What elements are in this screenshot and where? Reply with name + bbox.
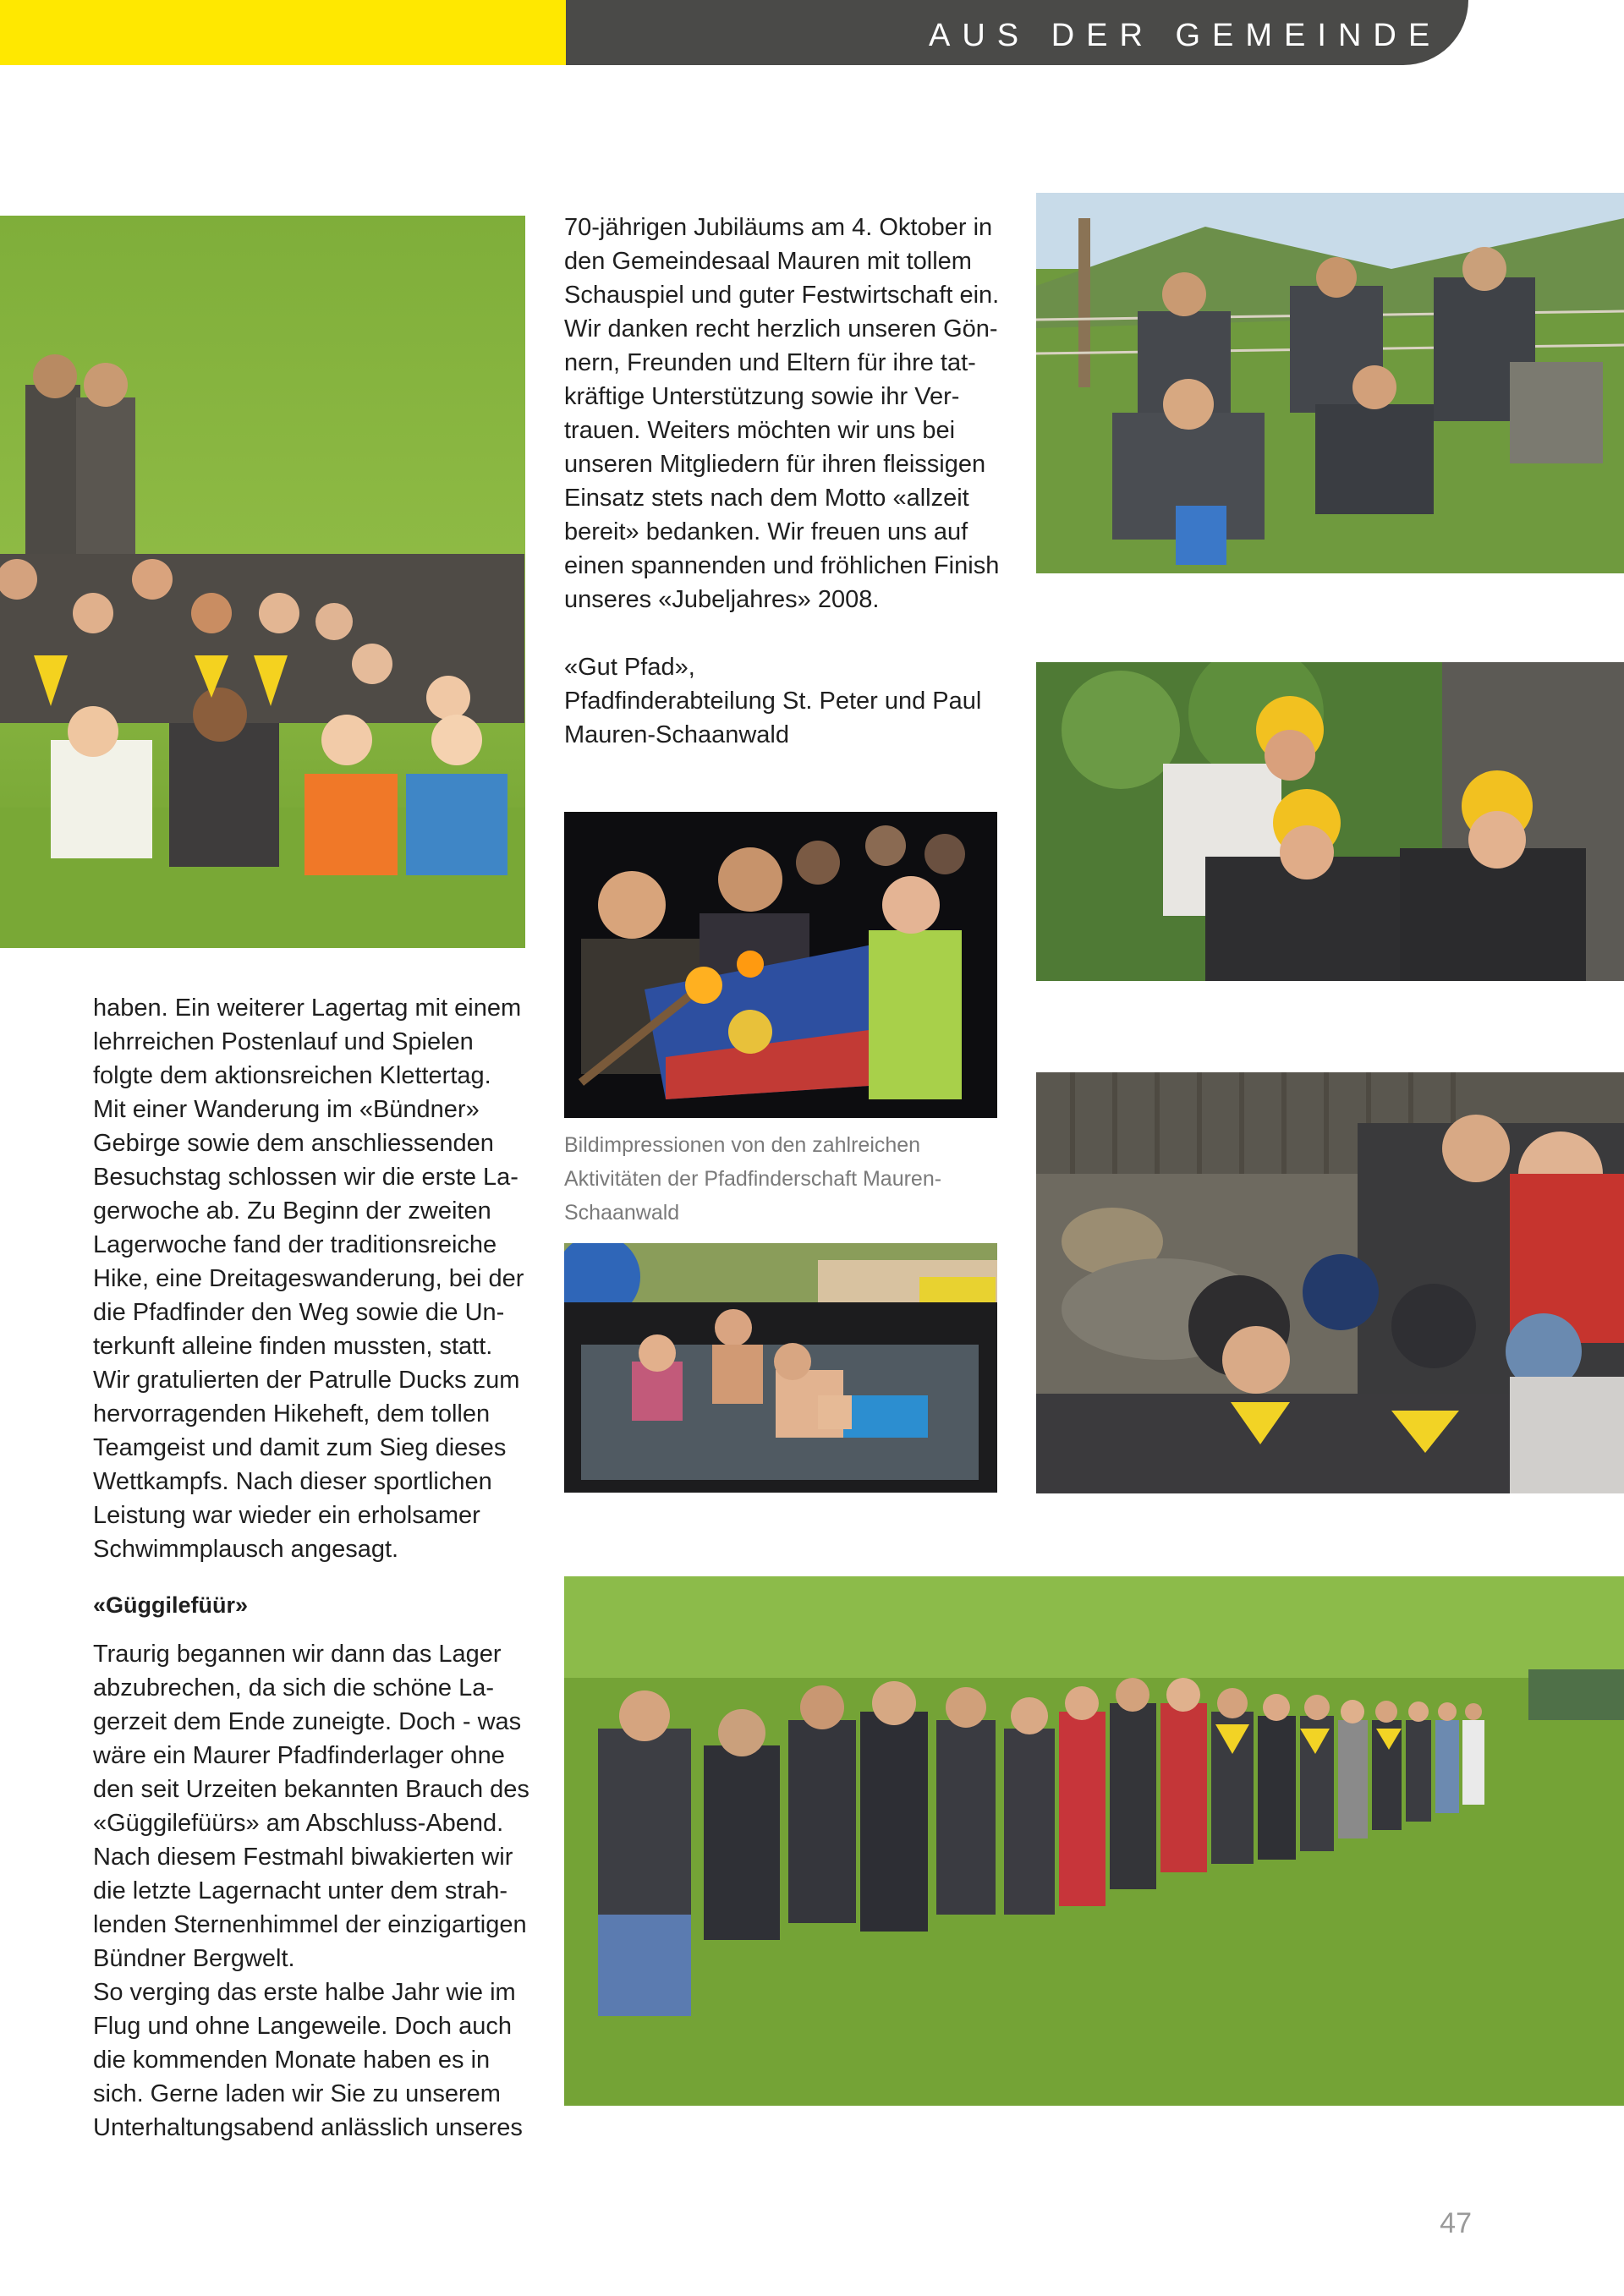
caption-line: Aktivitäten der Pfadfinderschaft Mauren-	[564, 1167, 942, 1191]
text-line: den Gemeindesaal Mauren mit tollem	[564, 248, 972, 275]
text-line: Flug und ohne Langeweile. Doch auch	[93, 2013, 512, 2040]
photo-scouts-lineup-meadow	[564, 1576, 1624, 2106]
photo-bear-park-visit	[1036, 1072, 1624, 1493]
text-line: den seit Urzeiten bekannten Brauch des	[93, 1776, 529, 1803]
text-line: folgte dem aktionsreichen Klettertag.	[93, 1062, 491, 1089]
text-line: die kommenden Monate haben es in	[93, 2047, 491, 2074]
text-line: bereit» bedanken. Wir freuen uns auf	[564, 518, 968, 545]
header-yellow-band	[0, 0, 566, 65]
photo-caption	[564, 1128, 1004, 1230]
photo-swimming-pool	[564, 1243, 997, 1493]
text-line: abzubrechen, da sich die schöne La-	[93, 1674, 494, 1701]
text-line: Schwimmplausch angesagt.	[93, 1536, 399, 1563]
text-line: Nach diesem Festmahl biwakierten wir	[93, 1844, 513, 1871]
text-line: gerzeit dem Ende zuneigte. Doch - was	[93, 1708, 522, 1735]
text-line: einen spannenden und fröhlichen Finish	[564, 552, 1000, 579]
text-line: hervorragenden Hikeheft, dem tollen	[93, 1400, 491, 1427]
text-line: So verging das erste halbe Jahr wie im	[93, 1979, 516, 2006]
text-line: trauen. Weiters möchten wir uns bei	[564, 417, 956, 444]
text-line: die Pfadfinder den Weg sowie die Un-	[93, 1299, 505, 1326]
photo-scouts-resting-mountain	[1036, 193, 1624, 573]
text-line: Einsatz stets nach dem Motto «allzeit	[564, 485, 969, 512]
photo-scout-group-meadow	[0, 216, 525, 948]
text-line: Gebirge sowie dem anschliessenden	[93, 1130, 494, 1157]
section-title: AUS DER GEMEINDE	[929, 18, 1442, 53]
article-text-top	[564, 211, 1000, 752]
text-line: Bündner Bergwelt.	[93, 1945, 295, 1972]
signature-line: Mauren-Schaanwald	[564, 721, 789, 748]
text-line: terkunft alleine finden mussten, statt.	[93, 1333, 493, 1360]
signature-line: «Gut Pfad»,	[564, 654, 695, 681]
text-line: Leistung war wieder ein erholsamer	[93, 1502, 480, 1529]
caption-line: Bildimpressionen von den zahlreichen	[564, 1133, 921, 1157]
text-line: unseren Mitgliedern für ihren fleissigen	[564, 451, 986, 478]
text-line: unseres «Jubeljahres» 2008.	[564, 586, 880, 613]
article-text-left-2	[93, 1637, 530, 2145]
text-line: nern, Freunden und Eltern für ihre tat-	[564, 349, 976, 376]
text-line: wäre ein Maurer Pfadfinderlager ohne	[93, 1742, 505, 1769]
text-line: Besuchstag schlossen wir die erste La-	[93, 1164, 518, 1191]
text-line: Mit einer Wanderung im «Bündner»	[93, 1096, 480, 1123]
text-line: 70-jährigen Jubiläums am 4. Oktober in	[564, 214, 993, 241]
text-line: die letzte Lagernacht unter dem strah-	[93, 1877, 508, 1904]
text-line: Hike, eine Dreitageswanderung, bei der	[93, 1265, 524, 1292]
caption-line: Schaanwald	[564, 1201, 680, 1225]
text-line: kräftige Unterstützung sowie ihr Ver-	[564, 383, 960, 410]
text-line: Wir danken recht herzlich unseren Gön-	[564, 315, 998, 342]
photo-climbing-helmets	[1036, 662, 1624, 981]
text-line: sich. Gerne laden wir Sie zu unserem	[93, 2080, 501, 2107]
text-line: Lagerwoche fand der traditionsreiche	[93, 1231, 497, 1258]
text-line: Teamgeist und damit zum Sieg dieses	[93, 1434, 507, 1461]
text-line: haben. Ein weiterer Lagertag mit einem	[93, 995, 522, 1022]
photo-flag-night	[564, 812, 997, 1118]
article-text-left	[93, 991, 530, 1566]
text-line: Traurig begannen wir dann das Lager	[93, 1641, 502, 1668]
signature-line: Pfadfinderabteilung St. Peter und Paul	[564, 688, 982, 715]
text-line: lehrreichen Postenlauf und Spielen	[93, 1028, 474, 1055]
text-line: «Güggilefüürs» am Abschluss-Abend.	[93, 1810, 504, 1837]
text-line: Wettkampfs. Nach dieser sportlichen	[93, 1468, 492, 1495]
page-number: 47	[1440, 2207, 1472, 2239]
text-line: Wir gratulierten der Patrulle Ducks zum	[93, 1367, 520, 1394]
text-line: gerwoche ab. Zu Beginn der zweiten	[93, 1197, 491, 1225]
text-line: Schauspiel und guter Festwirtschaft ein.	[564, 282, 1000, 309]
text-line: lenden Sternenhimmel der einzigartigen	[93, 1911, 527, 1938]
text-line: Unterhaltungsabend anlässlich unseres	[93, 2114, 523, 2141]
subheading-gueggilefueuer: «Güggilefüür»	[93, 1592, 249, 1618]
